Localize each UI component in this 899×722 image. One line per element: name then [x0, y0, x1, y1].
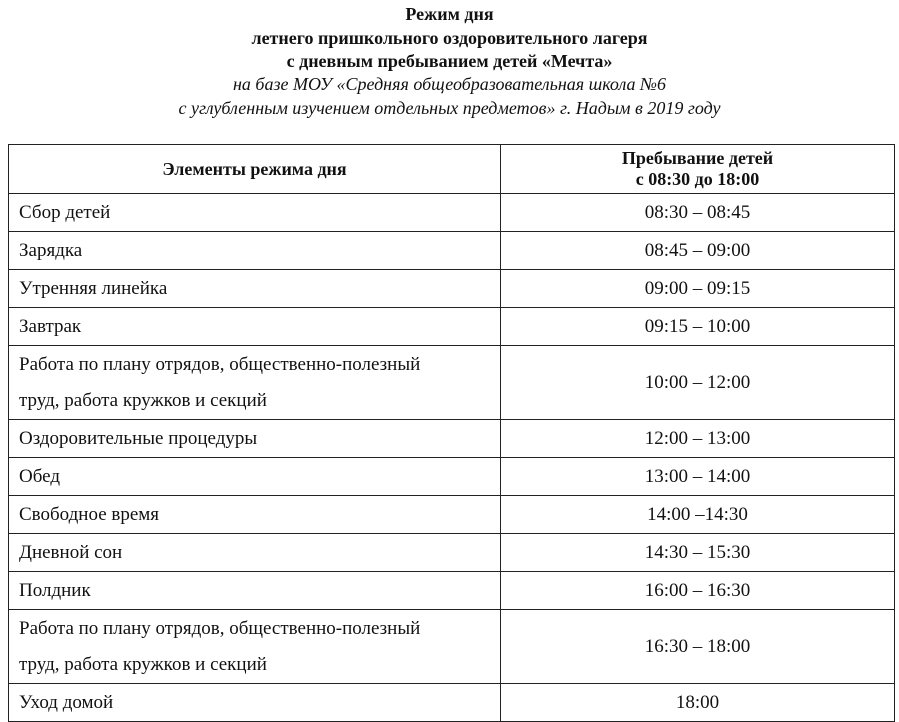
activity-line-1: Работа по плану отрядов, общественно-полезный	[19, 354, 421, 375]
title-line-3: с дневным пребыванием детей «Мечта»	[286, 51, 613, 71]
table-row	[9, 572, 895, 610]
time-cell: 08:30 – 08:45	[501, 194, 895, 232]
table-row	[9, 496, 895, 534]
table-row	[9, 270, 895, 308]
subtitle-line-2: с углубленным изучением отдельных предметов» г. Надым в 2019 году	[178, 98, 721, 118]
activity-line-2: труд, работа кружков и секций	[19, 390, 267, 411]
activity-cell: Сбор детей	[9, 194, 501, 232]
table-row	[9, 420, 895, 458]
activity-cell: Завтрак	[9, 308, 501, 346]
table-row	[9, 610, 895, 684]
table-row	[9, 534, 895, 572]
time-cell: 10:00 – 12:00	[501, 346, 895, 420]
table-row	[9, 194, 895, 232]
table-row	[9, 308, 895, 346]
activity-cell: Дневной сон	[9, 534, 501, 572]
activity-cell: Уход домой	[9, 684, 501, 722]
activity-cell	[9, 610, 501, 684]
subtitle-line-1: на базе МОУ «Средняя общеобразовательная школа №6	[232, 74, 667, 94]
title-line-2: летнего пришкольного оздоровительного лагеря	[251, 28, 648, 48]
activity-cell: Оздоровительные процедуры	[9, 420, 501, 458]
time-cell: 12:00 – 13:00	[501, 420, 895, 458]
time-cell: 18:00	[501, 684, 895, 722]
time-cell: 14:30 – 15:30	[501, 534, 895, 572]
time-cell: 13:00 – 14:00	[501, 458, 895, 496]
time-cell: 08:45 – 09:00	[501, 232, 895, 270]
time-cell: 09:15 – 10:00	[501, 308, 895, 346]
table-header-row	[9, 145, 895, 194]
activity-cell: Обед	[9, 458, 501, 496]
activity-line-2: труд, работа кружков и секций	[19, 654, 267, 675]
column-header-activity: Элементы режима дня	[9, 145, 501, 194]
activity-cell: Полдник	[9, 572, 501, 610]
table-row	[9, 232, 895, 270]
table-row	[9, 684, 895, 722]
time-cell: 16:00 – 16:30	[501, 572, 895, 610]
time-cell: 16:30 – 18:00	[501, 610, 895, 684]
column-header-time-line1: Пребывание детей	[621, 148, 774, 168]
table-row	[9, 346, 895, 420]
column-header-time-line2: с 08:30 до 18:00	[635, 169, 760, 189]
activity-line-1: Работа по плану отрядов, общественно-полезный	[19, 618, 421, 639]
activity-cell: Зарядка	[9, 232, 501, 270]
activity-cell	[9, 346, 501, 420]
column-header-time	[501, 145, 895, 194]
activity-cell: Утренняя линейка	[9, 270, 501, 308]
title-line-1: Режим дня	[405, 4, 494, 24]
schedule-table	[8, 144, 895, 722]
time-cell: 09:00 – 09:15	[501, 270, 895, 308]
time-cell: 14:00 –14:30	[501, 496, 895, 534]
activity-cell: Свободное время	[9, 496, 501, 534]
table-row	[9, 458, 895, 496]
